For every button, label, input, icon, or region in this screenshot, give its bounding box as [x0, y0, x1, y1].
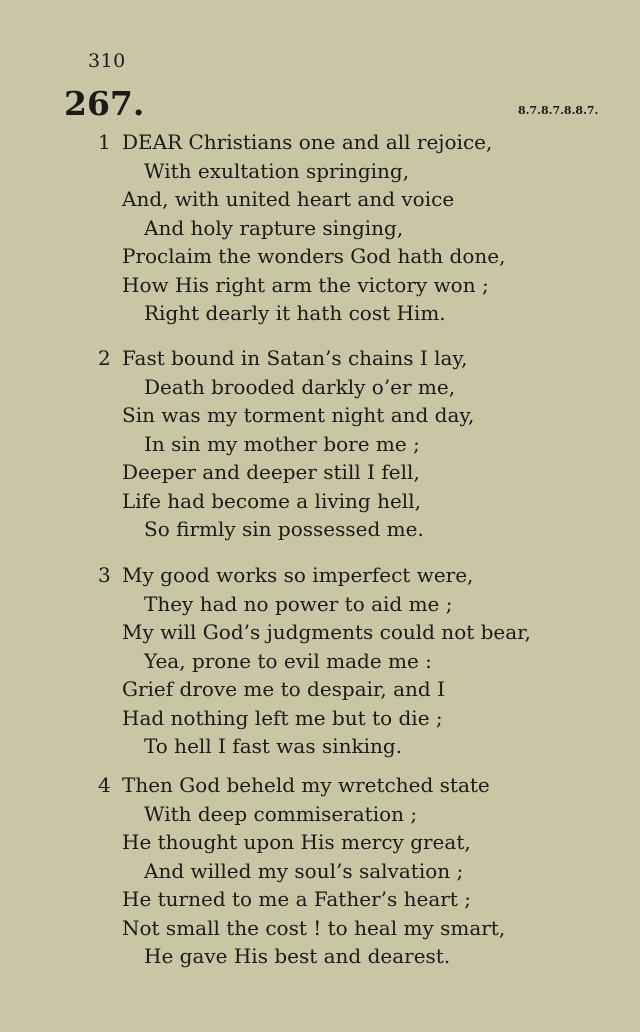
line-text: And holy rapture singing,	[144, 215, 404, 240]
stanza-line	[98, 157, 628, 186]
line-text: Yea, prone to evil made me :	[144, 648, 432, 673]
line-text: So firmly sin possessed me.	[144, 517, 424, 541]
line-text: Sin was my torment night and day,	[122, 403, 475, 427]
stanza-line	[98, 515, 628, 544]
line-text: Death brooded darkly o’er me,	[144, 374, 456, 399]
stanza-line	[98, 675, 628, 704]
line-text: Life had become a living hell,	[122, 488, 421, 513]
line-text: Deeper and deeper still I fell,	[122, 460, 420, 484]
line-text: And, with united heart and voice	[122, 187, 455, 211]
stanza-line	[98, 242, 628, 271]
stanza-4	[98, 771, 628, 971]
stanza-3	[98, 561, 628, 761]
line-text: In sin my mother bore me ;	[144, 431, 420, 456]
stanza-line	[98, 590, 628, 619]
stanza-line	[98, 704, 628, 733]
stanza-line	[98, 885, 628, 914]
stanza-line	[98, 185, 628, 214]
stanza-line	[98, 771, 628, 800]
line-text: DEAR Christians one and all rejoice,	[122, 130, 493, 154]
line-text: Proclaim the wonders God hath done,	[122, 244, 506, 268]
stanza-line	[98, 214, 628, 243]
page-number: 310	[88, 50, 126, 72]
stanza-line	[98, 647, 628, 676]
hymn-number: 267.	[64, 84, 145, 123]
line-text: With deep commiseration ;	[144, 801, 418, 826]
stanza-line	[98, 914, 628, 943]
line-text: Not small the cost ! to heal my smart,	[122, 915, 506, 940]
stanza-line	[98, 857, 628, 886]
stanza-line	[98, 344, 628, 373]
stanza-line	[98, 732, 628, 761]
stanza-line	[98, 128, 628, 157]
stanza-1	[98, 128, 628, 328]
line-text: How His right arm the victory won ;	[122, 272, 489, 297]
line-text: Had nothing left me but to die ;	[122, 705, 443, 730]
stanza-line	[98, 430, 628, 459]
stanza-number: 3	[98, 563, 111, 587]
hymn-meter: 8.7.8.7.8.8.7.	[518, 104, 599, 117]
line-text: And willed my soul’s salvation ;	[144, 858, 464, 883]
line-text: He gave His best and dearest.	[144, 944, 451, 968]
stanza-line	[98, 800, 628, 829]
line-text: Right dearly it hath cost Him.	[144, 301, 446, 325]
line-text: Grief drove me to despair, and I	[122, 677, 445, 701]
stanza-line	[98, 561, 628, 590]
line-text: My good works so imperfect were,	[122, 563, 474, 587]
stanza-line	[98, 487, 628, 516]
stanza-line	[98, 942, 628, 971]
stanza-2	[98, 344, 628, 544]
stanza-line	[98, 828, 628, 857]
line-text: Then God beheld my wretched state	[122, 773, 490, 797]
line-text: He thought upon His mercy great,	[122, 830, 471, 854]
line-text: Fast bound in Satan’s chains I lay,	[122, 346, 468, 370]
line-text: With exultation springing,	[144, 158, 410, 183]
stanza-line	[98, 458, 628, 487]
line-text: They had no power to aid me ;	[144, 591, 453, 616]
stanza-line	[98, 618, 628, 647]
stanza-line	[98, 271, 628, 300]
line-text: My will God’s judgments could not bear,	[122, 620, 531, 644]
stanza-number: 1	[98, 130, 111, 154]
stanza-line	[98, 373, 628, 402]
stanza-line	[98, 401, 628, 430]
stanza-line	[98, 299, 628, 328]
line-text: He turned to me a Father’s heart ;	[122, 887, 471, 911]
line-text: To hell I fast was sinking.	[144, 734, 403, 758]
stanza-number: 4	[98, 773, 111, 797]
stanza-number: 2	[98, 346, 111, 370]
